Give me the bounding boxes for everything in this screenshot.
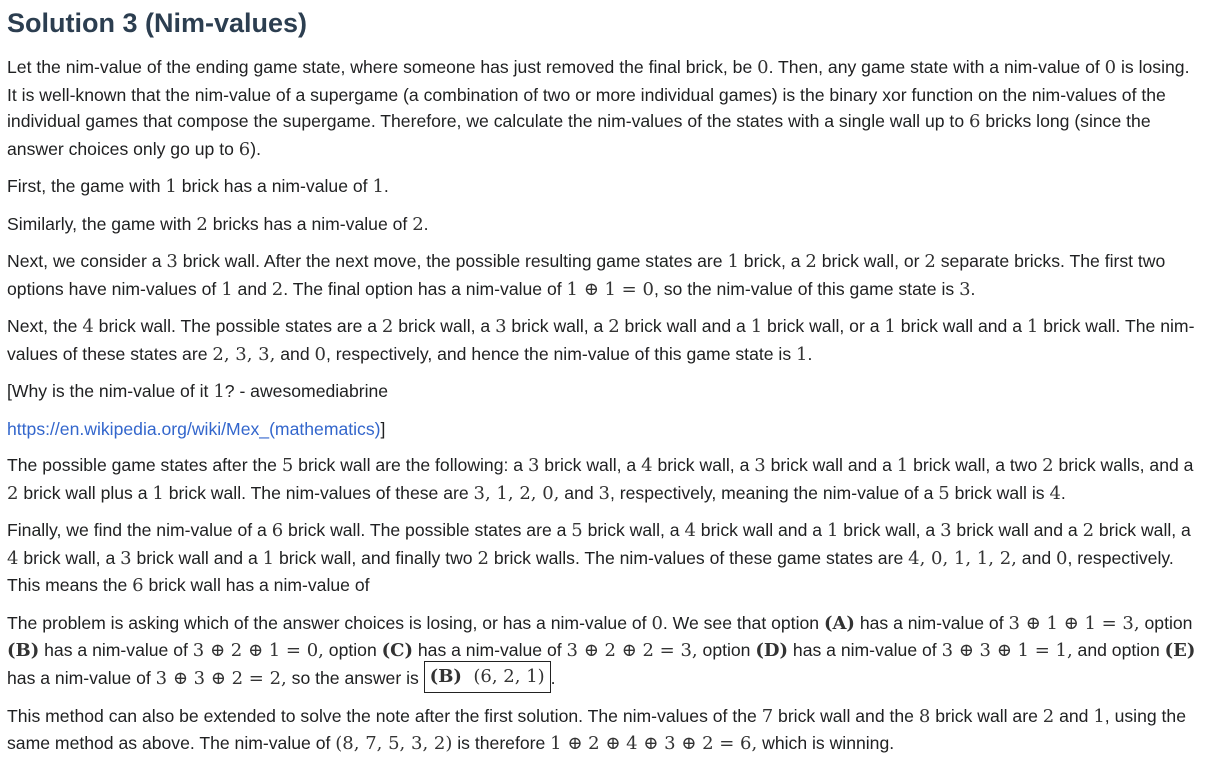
paragraph-one-brick: First, the game with 1 brick has a nim-value of 1. [7,176,389,197]
paragraph-answer: The problem is asking which of the answer choices is losing, or has a nim-value of 0. We see that option (A) has a nim-value of 3 ⊕ 1 ⊕ 1 = 3, option (B) has a nim-value of 3 ⊕ 2 ⊕ 1 = 0, option (C) has a nim-value of 3 ⊕ 2 ⊕ 2 = 3, option (D) has a nim-value of 3 ⊕ 3 ⊕ 1 = 1, and option (E) has a nim-value of 3 ⊕ 3 ⊕ 2 = 2, so the answer is (B) (6, 2, 1) . [7,610,1203,693]
mex-wikipedia-link[interactable]: https://en.wikipedia.org/wiki/Mex_(mathematics) [7,418,381,439]
paragraph-six-bricks: Finally, we find the nim-value of a 6 brick wall. The possible states are a 5 brick wall, a 4 brick wall and a 1 brick wall, a 3 brick wall and a 2 brick wall, a 4 brick wall, a 3 brick wall and a 1 brick wall, and finally two 2 brick walls. The nim-values of these game states are 4, 0, 1, 1, 2, and 0, respectively. This means the 6 brick wall has a nim-value of [7,520,1191,596]
section-heading: Solution 3 (Nim-values) [7,8,308,38]
paragraph-three-bricks: Next, we consider a 3 brick wall. After the next move, the possible resulting game states are 1 brick, a 2 brick wall, or 2 separate bricks. The first two options have nim-values of 1 and 2. The final option has a nim-value of 1 ⊕ 1 = 0, so the nim-value of this game state is 3. [7,251,1166,300]
paragraph-four-bricks: Next, the 4 brick wall. The possible states are a 2 brick wall, a 3 brick wall, a 2 brick wall and a 1 brick wall, or a 1 brick wall and a 1 brick wall. The nim-values of these states are 2, 3, 3, and 0, respectively, and hence the nim-value of this game state is 1. [7,316,1195,365]
paragraph-comment: [Why is the nim-value of it 1? - awesomediabrine [7,381,389,402]
answer-label: (B) [429,665,462,687]
answer-value: (6, 2, 1) [473,665,545,687]
paragraph-two-bricks: Similarly, the game with 2 bricks has a nim-value of 2. [7,213,429,235]
solution-page [0,6,1211,758]
answer-box [424,661,551,693]
paragraph-extension: This method can also be extended to solve the note after the first solution. The nim-values of the 7 brick wall and the 8 brick wall are 2 and 1, using the same method as above. The nim-value of (8, 7, 5, 3, 2) is therefore 1 ⊕ 2 ⊕ 4 ⊕ 3 ⊕ 2 = 6, which is winning. [7,705,1186,755]
paragraph-link: https://en.wikipedia.org/wiki/Mex_(mathematics)] [7,418,386,439]
paragraph-intro: Let the nim-value of the ending game state, where someone has just removed the final brick, be 0. Then, any game state with a nim-value of 0 is losing. It is well-known that the nim-value of a supergame (a combination of two or more individual games) is the binary xor function on the nim-values of the individual games that compose the supergame. Therefore, we calculate the nim-values of the states with a single wall up to 6 bricks long (since the answer choices only go up to 6). [7,57,1190,160]
paragraph-five-bricks: The possible game states after the 5 brick wall are the following: a 3 brick wall, a 4 brick wall, a 3 brick wall and a 1 brick wall, a two 2 brick walls, and a 2 brick wall plus a 1 brick wall. The nim-values of these are 3, 1, 2, 0, and 3, respectively, meaning the nim-value of a 5 brick wall is 4. [7,455,1194,504]
